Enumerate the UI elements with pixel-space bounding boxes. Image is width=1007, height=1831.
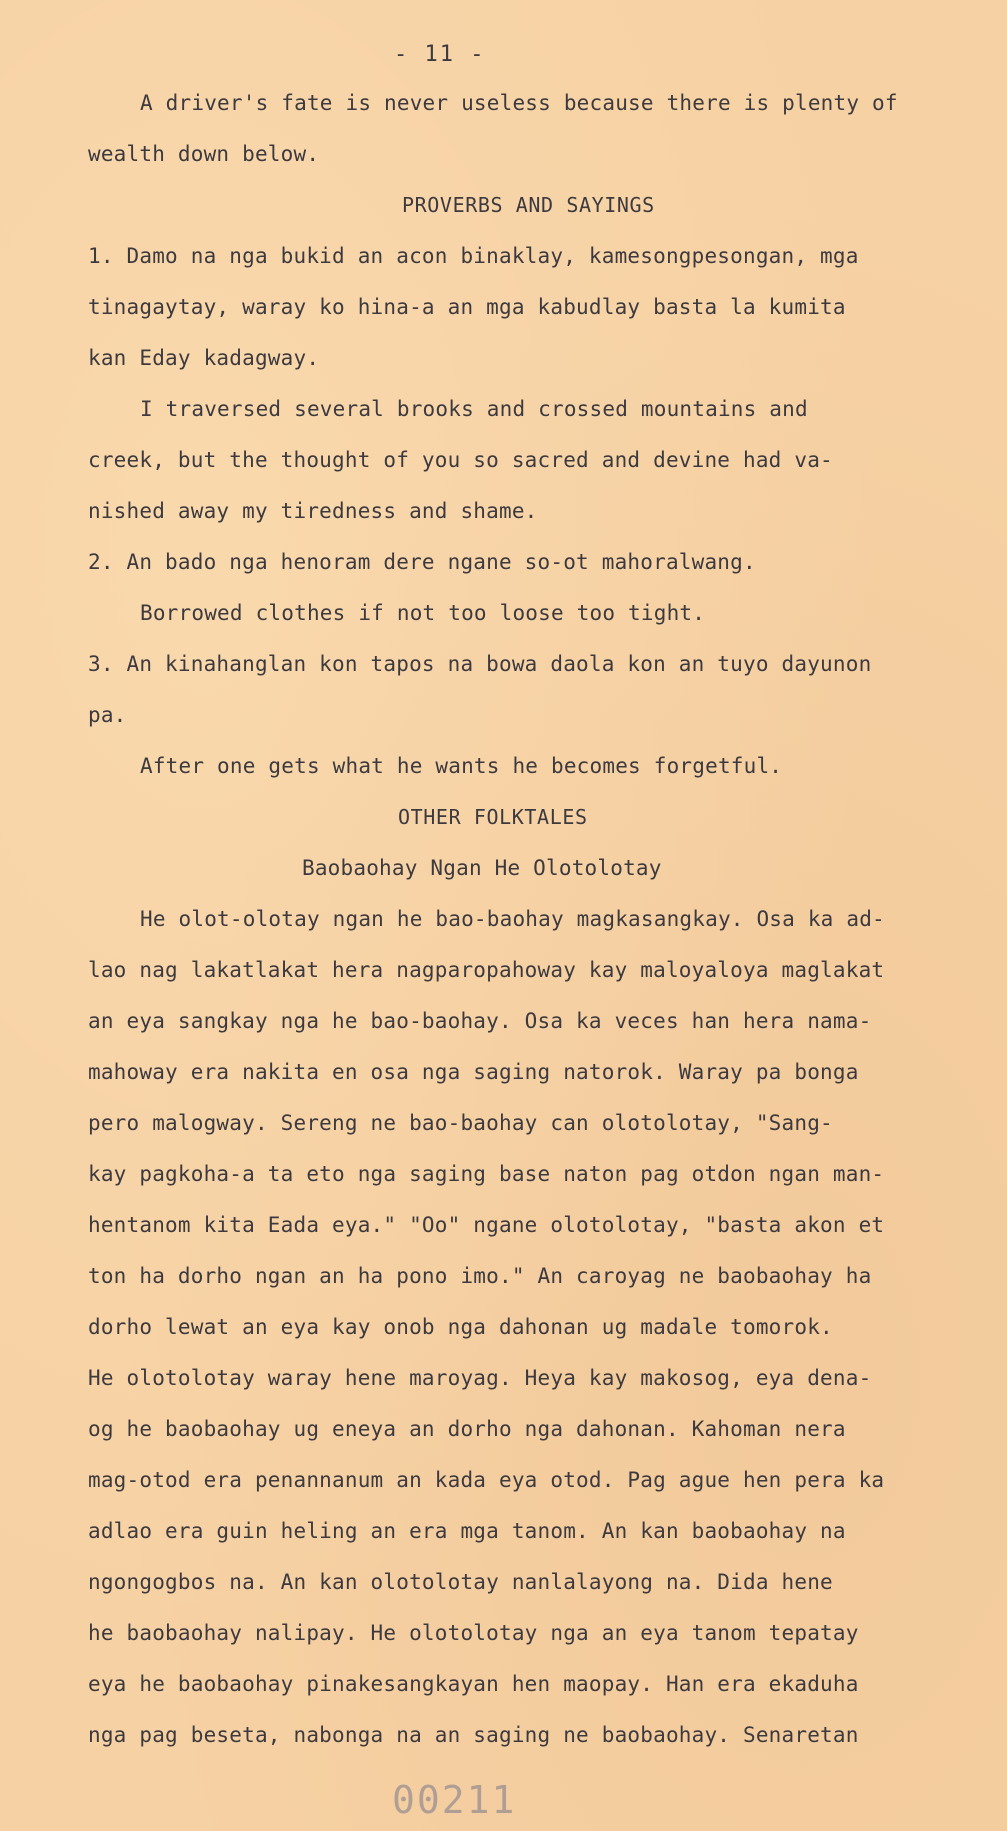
proverb-line: After one gets what he wants he becomes forgetful.	[140, 754, 783, 778]
story-line: he baobaohay nalipay. He olotolotay nga an eya tanom tepatay	[88, 1621, 859, 1645]
proverb-line: I traversed several brooks and crossed mountains and	[140, 397, 808, 421]
proverb-line: pa.	[88, 703, 127, 727]
proverb-line: Borrowed clothes if not too loose too tight.	[140, 601, 706, 625]
story-line: hentanom kita Eada eya." "Oo" ngane olotolotay, "basta akon et	[88, 1213, 885, 1237]
story-line: He olotolotay waray hene maroyag. Heya kay makosog, eya dena-	[88, 1366, 872, 1390]
story-line: ngongogbos na. An kan olotolotay nanlalayong na. Dida hene	[88, 1570, 833, 1594]
story-line: He olot-olotay ngan he bao-baohay magkasangkay. Osa ka ad-	[140, 907, 885, 931]
story-line: dorho lewat an eya kay onob nga dahonan ug madale tomorok.	[88, 1315, 833, 1339]
story-line: ton ha dorho ngan an ha pono imo." An caroyag ne baobaohay ha	[88, 1264, 872, 1288]
intro-line: wealth down below.	[88, 142, 320, 166]
proverb-line: 2. An bado nga henoram dere ngane so-ot mahoralwang.	[88, 550, 756, 574]
story-line: adlao era guin heling an era mga tanom. An kan baobaohay na	[88, 1519, 846, 1543]
story-title: Baobaohay Ngan He Olotolotay	[302, 856, 662, 880]
story-line: og he baobaohay ug eneya an dorho nga dahonan. Kahoman nera	[88, 1417, 846, 1441]
story-line: pero malogway. Sereng ne bao-baohay can olotolotay, "Sang-	[88, 1111, 833, 1135]
proverb-line: tinagaytay, waray ko hina-a an mga kabudlay basta la kumita	[88, 295, 846, 319]
proverb-line: 3. An kinahanglan kon tapos na bowa daola kon an tuyo dayunon	[88, 652, 872, 676]
story-line: mahoway era nakita en osa nga saging natorok. Waray pa bonga	[88, 1060, 859, 1084]
story-line: kay pagkoha-a ta eto nga saging base naton pag otdon ngan man-	[88, 1162, 885, 1186]
page-number: - 11 -	[394, 42, 486, 67]
proverb-line: creek, but the thought of you so sacred and devine had va-	[88, 448, 833, 472]
story-line: lao nag lakatlakat hera nagparopahoway kay maloyaloya maglakat	[88, 958, 885, 982]
story-line: an eya sangkay nga he bao-baohay. Osa ka veces han hera nama-	[88, 1009, 872, 1033]
story-line: eya he baobaohay pinakesangkayan hen maopay. Han era ekaduha	[88, 1672, 859, 1696]
proverbs-heading: PROVERBS AND SAYINGS	[402, 193, 655, 217]
story-line: nga pag beseta, nabonga na an saging ne baobaohay. Senaretan	[88, 1723, 859, 1747]
story-line: mag-otod era penannanum an kada eya otod. Pag ague hen pera ka	[88, 1468, 885, 1492]
proverb-line: nished away my tiredness and shame.	[88, 499, 538, 523]
proverb-line: kan Eday kadagway.	[88, 346, 320, 370]
proverb-line: 1. Damo na nga bukid an acon binaklay, kamesongpesongan, mga	[88, 244, 859, 268]
folktales-heading: OTHER FOLKTALES	[398, 805, 588, 829]
intro-line: A driver's fate is never useless because there is plenty of	[140, 91, 898, 115]
archive-stamp: 00211	[392, 1778, 517, 1822]
